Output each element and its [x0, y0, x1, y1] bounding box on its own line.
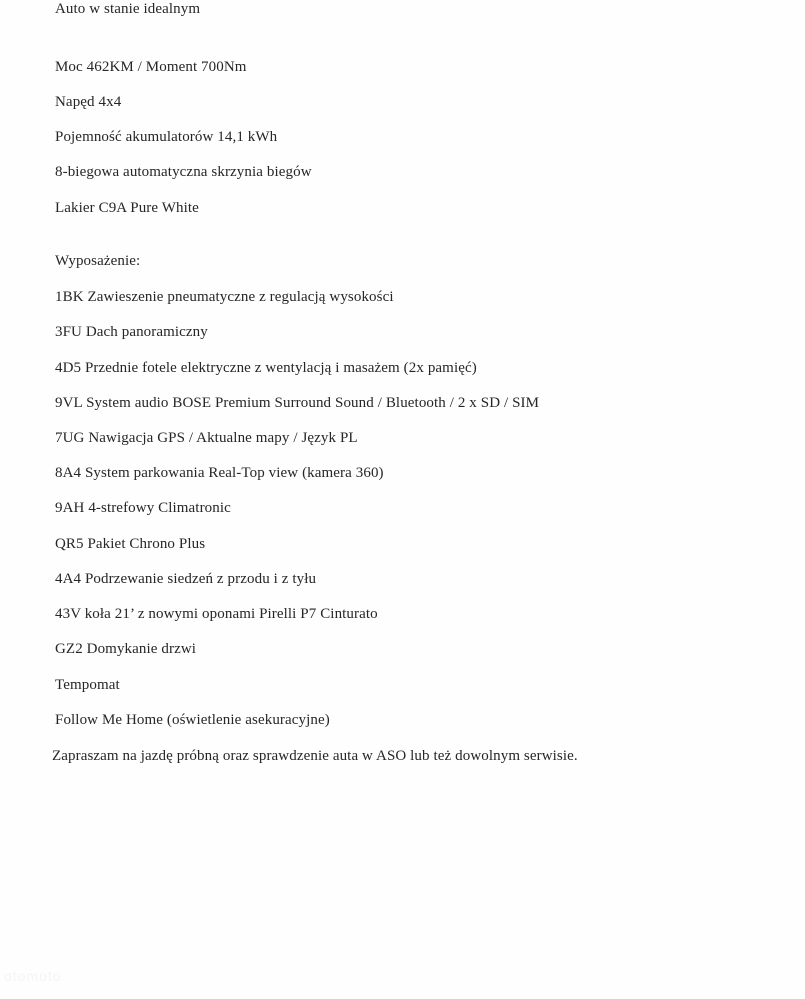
- watermark-logo: otomoto: [4, 968, 62, 984]
- equipment-item: 7UG Nawigacja GPS / Aktualne mapy / Język PL: [55, 430, 358, 446]
- equipment-item: Follow Me Home (oświetlenie asekuracyjne): [55, 712, 330, 728]
- equipment-item: 1BK Zawieszenie pneumatyczne z regulacją wysokości: [55, 289, 394, 305]
- spec-battery: Pojemność akumulatorów 14,1 kWh: [55, 129, 278, 145]
- equipment-item: 4D5 Przednie fotele elektryczne z wentylacją i masażem (2x pamięć): [55, 360, 477, 376]
- equipment-item: 9VL System audio BOSE Premium Surround Sound / Bluetooth / 2 x SD / SIM: [55, 395, 540, 411]
- equipment-item: 3FU Dach panoramiczny: [55, 324, 208, 340]
- closing-line: Zapraszam na jazdę próbną oraz sprawdzenie auta w ASO lub też dowolnym serwisie.: [52, 748, 578, 764]
- equipment-item: 8A4 System parkowania Real-Top view (kamera 360): [55, 465, 384, 481]
- equipment-heading: Wyposażenie:: [55, 253, 141, 269]
- equipment-item: 9AH 4-strefowy Climatronic: [55, 500, 231, 516]
- spec-paint: Lakier C9A Pure White: [55, 200, 199, 216]
- spec-power-torque: Moc 462KM / Moment 700Nm: [55, 59, 247, 75]
- equipment-item: QR5 Pakiet Chrono Plus: [55, 536, 206, 552]
- equipment-item: 4A4 Podrzewanie siedzeń z przodu i z tyłu: [55, 571, 317, 587]
- equipment-item: Tempomat: [55, 677, 120, 693]
- equipment-item: GZ2 Domykanie drzwi: [55, 641, 197, 657]
- intro-line: Auto w stanie idealnym: [55, 1, 201, 17]
- equipment-item: 43V koła 21’ z nowymi oponami Pirelli P7 Cinturato: [55, 606, 378, 622]
- spec-drive: Napęd 4x4: [55, 94, 122, 110]
- spec-gearbox: 8-biegowa automatyczna skrzynia biegów: [55, 164, 312, 180]
